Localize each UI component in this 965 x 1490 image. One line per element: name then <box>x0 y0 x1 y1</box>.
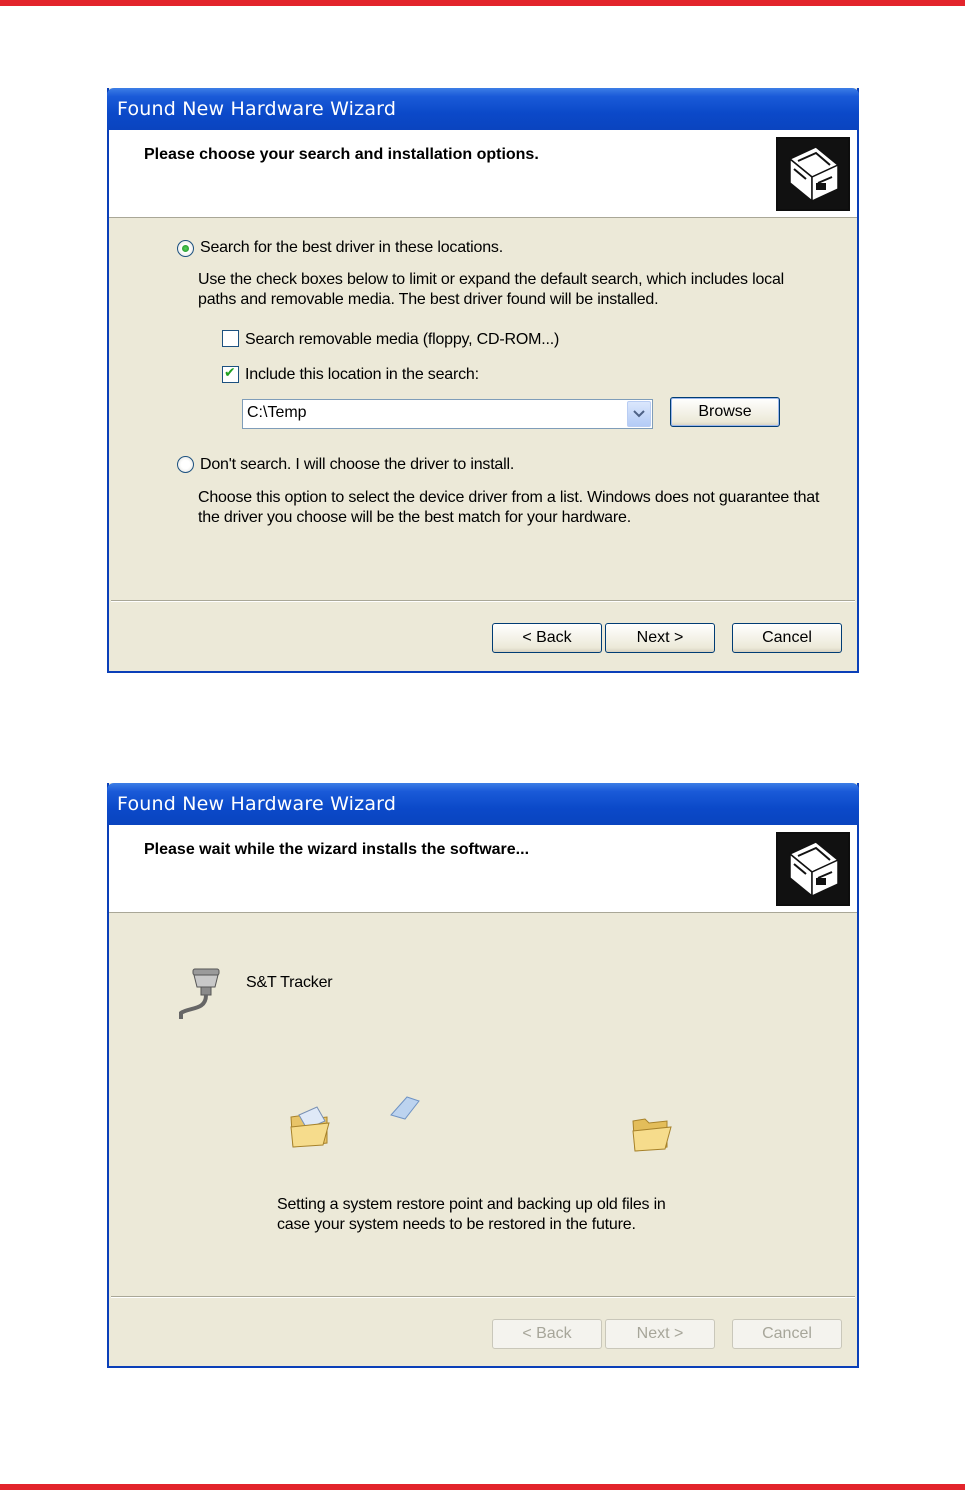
hardware-wizard-icon <box>776 832 850 906</box>
status-text-2: case your system needs to be restored in the future. <box>277 1216 636 1233</box>
radio-selected-dot <box>182 245 189 252</box>
removable-media-checkbox[interactable] <box>222 330 239 347</box>
top-accent-bar <box>0 0 965 6</box>
back-button[interactable]: < Back <box>492 623 602 653</box>
checkmark-icon: ✔ <box>224 365 236 381</box>
search-option-description-2: paths and removable media. The best driver found will be installed. <box>198 291 659 308</box>
flying-document-icon <box>389 1093 423 1121</box>
bottom-accent-bar <box>0 1484 965 1490</box>
location-combobox[interactable] <box>242 399 653 429</box>
window-title: Found New Hardware Wizard <box>117 793 397 815</box>
cancel-button: Cancel <box>732 1319 842 1349</box>
title-bar[interactable] <box>107 88 859 130</box>
include-location-checkbox[interactable] <box>222 366 239 383</box>
open-folder-icon <box>287 1103 335 1151</box>
serial-cable-icon <box>175 967 225 1022</box>
wizard-header <box>109 130 857 218</box>
back-button: < Back <box>492 1319 602 1349</box>
location-value[interactable]: C:\Temp <box>247 404 307 421</box>
dont-search-description: Choose this option to select the device driver from a list. Windows does not guarantee that <box>198 489 820 506</box>
dont-search-label[interactable]: Don't search. I will choose the driver to install. <box>200 456 515 473</box>
cancel-button[interactable]: Cancel <box>732 623 842 653</box>
browse-button[interactable]: Browse <box>670 397 780 427</box>
dont-search-description-2: the driver you choose will be the best match for your hardware. <box>198 509 631 526</box>
next-button[interactable]: Next > <box>605 623 715 653</box>
status-text: Setting a system restore point and backing up old files in <box>277 1196 666 1213</box>
wizard-dialog-options <box>107 88 859 673</box>
folder-icon <box>629 1113 675 1153</box>
wizard-heading: Please wait while the wizard installs the software... <box>144 841 530 858</box>
chevron-down-icon[interactable] <box>627 401 651 427</box>
footer-divider <box>111 1296 855 1298</box>
search-option-radio[interactable] <box>177 240 194 257</box>
removable-media-label[interactable]: Search removable media (floppy, CD-ROM...) <box>245 331 560 348</box>
search-option-label[interactable]: Search for the best driver in these locations. <box>200 239 503 256</box>
wizard-heading: Please choose your search and installation options. <box>144 146 539 163</box>
wizard-dialog-installing <box>107 783 859 1368</box>
search-option-description: Use the check boxes below to limit or expand the default search, which includes local <box>198 271 784 288</box>
include-location-label[interactable]: Include this location in the search: <box>245 366 479 383</box>
device-name: S&T Tracker <box>246 974 333 991</box>
wizard-header <box>109 825 857 913</box>
dont-search-radio[interactable] <box>177 456 194 473</box>
footer-divider <box>111 600 855 602</box>
title-bar[interactable] <box>107 783 859 825</box>
hardware-wizard-icon <box>776 137 850 211</box>
next-button: Next > <box>605 1319 715 1349</box>
window-title: Found New Hardware Wizard <box>117 98 397 120</box>
